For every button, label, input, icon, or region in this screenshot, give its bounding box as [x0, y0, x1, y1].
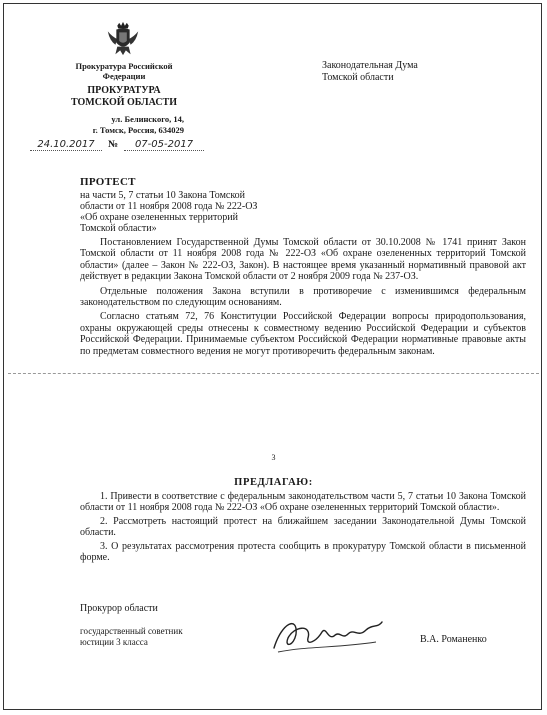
address-line: г. Томск, Россия, 634029	[92, 125, 184, 135]
page-cut-divider	[8, 373, 539, 379]
handwritten-signature	[268, 612, 386, 656]
proposal-title: ПРЕДЛАГАЮ:	[234, 477, 313, 488]
address-line: ул. Белинского, 14,	[111, 114, 184, 124]
body-paragraph: Отдельные положения Закона вступили в противоречие с изменившимся федеральным законодательством по следующим основаниям.	[80, 285, 526, 309]
proposal-item: 1. Привести в соответствие с федеральным законодательством части 5, 7 статьи 10 Закона Томской области от 11 ноября 2008 года № 222-ОЗ «Об охране озелененных территорий Томской области».	[80, 491, 526, 514]
org-name	[68, 61, 180, 81]
protest-subject-line: «Об охране озелененных территорий	[80, 212, 238, 223]
signer-position: Прокурор области	[80, 603, 158, 614]
body-paragraph: Постановлением Государственной Думы Томской области от 30.10.2008 № 1741 принят Закон Томской области от 11 ноября 2008 года № 222-ОЗ «Об охране озелененных территорий Томской области» (далее – Закон № 222-ОЗ, Закон). В настоящее время указанный нормативный правовой акт действует в редакции Закона Томской области от 2 ноября 2009 года № 237-ОЗ.	[80, 237, 526, 283]
protest-subject-line: области от 11 ноября 2008 года № 222-ОЗ	[80, 201, 258, 212]
signer-rank	[80, 626, 183, 648]
protest-subject-line: Томской области»	[80, 223, 157, 234]
org-name-line: Прокуратура Российской	[75, 61, 173, 71]
addressee	[322, 60, 418, 84]
addressee-line: Томской области	[322, 72, 394, 83]
document-date: 24.10.2017	[30, 139, 102, 151]
prosecutor-office-line: ПРОКУРАТУРА	[87, 85, 161, 96]
protest-subject-line: на части 5, 7 статьи 10 Закона Томской	[80, 190, 246, 201]
office-address	[68, 114, 184, 136]
addressee-line: Законодательная Дума	[322, 60, 418, 71]
protest-body	[80, 237, 526, 360]
document-number: 07-05-2017	[124, 139, 204, 151]
proposal-list	[80, 491, 526, 565]
prosecutor-office-line: ТОМСКОЙ ОБЛАСТИ	[70, 97, 178, 108]
signer-rank-line: юстиции 3 класса	[80, 637, 148, 647]
proposal-item: 2. Рассмотреть настоящий протест на ближайшем заседании Законодательной Думы Томской области.	[80, 515, 526, 539]
signer-name: В.А. Романенко	[420, 634, 487, 645]
body-paragraph: Согласно статьям 72, 76 Конституции Российской Федерации вопросы природопользования, охраны окружающей среды отнесены к совместному ведению Российской Федерации и субъектов Российской Федерации. Принимаемые субъектом Российской Федерации нормативные правовые акты по предметам совместного ведения не могут противоречить федеральным законам.	[80, 311, 526, 357]
coat-of-arms-emblem	[104, 20, 142, 58]
page-number: 3	[271, 453, 276, 462]
org-name-line: Федерации	[102, 71, 146, 81]
protest-subject	[80, 190, 330, 234]
protest-title: ПРОТЕСТ	[80, 176, 136, 188]
signer-rank-line: государственный советник	[80, 626, 183, 636]
number-sign: №	[108, 139, 119, 150]
proposal-item: 3. О результатах рассмотрения протеста сообщить в прокуратуру Томской области в письменной форме.	[80, 540, 526, 564]
prosecutor-office-title	[68, 85, 180, 109]
